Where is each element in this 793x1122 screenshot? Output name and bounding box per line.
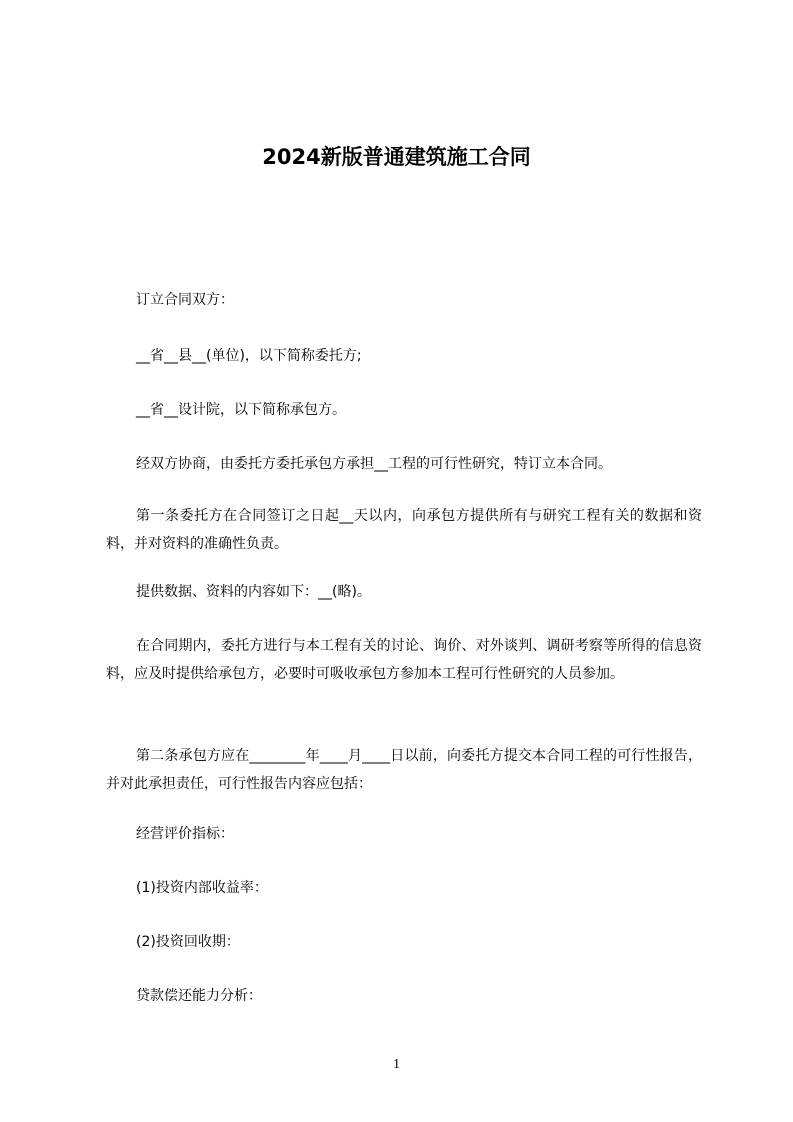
paragraph-data-content: 提供数据、资料的内容如下：__(略)。 <box>136 584 371 600</box>
paragraph-loan-repayment: 贷款偿还能力分析： <box>136 988 262 1004</box>
paragraph-contractor: __省__设计院，以下简称承包方。 <box>136 402 346 418</box>
paragraph-parties-heading: 订立合同双方： <box>136 292 234 308</box>
paragraph-payback-period: (2)投资回收期： <box>136 934 240 950</box>
paragraph-contract-period: 在合同期内，委托方进行与本工程有关的讨论、询价、对外谈判、调研考察等所得的信息资料，应及时提供给承包方，必要时可吸收承包方参加本工程可行性研究的人员参加。 <box>106 638 702 682</box>
paragraph-agreement: 经双方协商，由委托方委托承包方承担__工程的可行性研究，特订立本合同。 <box>136 456 612 472</box>
paragraph-evaluation-indicators: 经营评价指标： <box>136 826 234 842</box>
paragraph-client: __省__县__(单位)，以下简称委托方; <box>136 348 362 364</box>
page-number: 1 <box>393 1057 400 1072</box>
paragraph-article-2: 第二条承包方应在________年____月____日以前，向委托方提交本合同工程的可行性报告，并对此承担责任，可行性报告内容应包括： <box>106 748 702 792</box>
paragraph-irr: (1)投资内部收益率： <box>136 880 268 896</box>
document-title: 2024新版普通建筑施工合同 <box>262 145 531 169</box>
paragraph-article-1: 第一条委托方在合同签订之日起__天以内，向承包方提供所有与研究工程有关的数据和资料，并对资料的准确性负责。 <box>106 508 702 552</box>
